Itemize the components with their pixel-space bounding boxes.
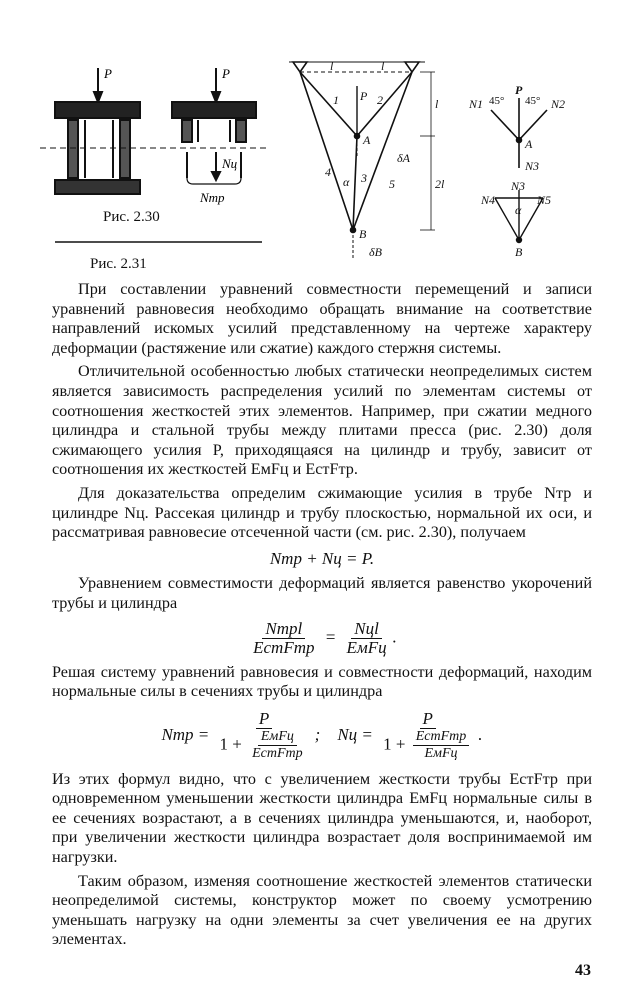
fig231-label-rod4: 4	[325, 165, 331, 179]
fig231-label-alpha: α	[343, 175, 350, 189]
fig231-label-rod1: 1	[333, 93, 339, 107]
eq3-Nc: Nц =	[337, 724, 373, 744]
fig230-label-Ntr: Nтр	[200, 190, 225, 205]
equation-compatibility: $\frac{\text{Nтрl}}{\text{EстFтр}}$ = $\frac{\text{Nцl}}{\text{EмFц}}$ .	[52, 620, 592, 657]
eq3-frac1-oneplus: 1 +	[219, 734, 242, 754]
body-text	[52, 280, 592, 950]
force-label-45-right: 45°	[525, 95, 541, 107]
fig231-label-rod2: 2	[377, 93, 383, 107]
force-label-N3-A: N3	[525, 159, 540, 173]
force-label-N1: N1	[469, 97, 484, 111]
equation-solution: Nтр = P 1 + $\frac{\text{EмFц}}{\text{EстFтр}}$ ; Nц = P 1 + $\frac{\text{EстFтр}}{\text{EмFц}}$ .	[161, 708, 483, 761]
force-label-B: B	[515, 245, 523, 259]
force-diagram-A	[491, 98, 547, 168]
paragraph-5: Решая систему уравнений равновесия и совместности деформаций, находим нормальные силы в сечениях трубы и цилиндра	[52, 662, 592, 701]
equation-equilibrium: Nтр + Nц = P.	[269, 548, 375, 568]
fig231-label-P: P	[360, 89, 368, 103]
paragraph-1: При составлении уравнений совместности перемещений и записи уравнений равновесия необходимо обращать внимание на соответствие направлений искомых усилий представленному на чертеже характеру деформации (растяжение или сжатие) каждого стержня системы.	[52, 280, 592, 357]
eq3-frac1-inner-num: EмFц	[258, 729, 297, 746]
fig231-label-deltaA: δA	[397, 151, 410, 165]
fig230-label-P-left: P	[104, 66, 112, 81]
force-label-N2: N2	[551, 97, 566, 111]
fig230-label-Nc: Nц	[222, 156, 238, 171]
force-label-alpha: α	[515, 203, 522, 217]
fig230-left-assembly	[55, 68, 140, 194]
page-number: 43	[575, 962, 591, 979]
eq3-frac2-oneplus: 1 +	[383, 734, 406, 754]
fig230-label-P-right: P	[222, 66, 230, 81]
paragraph-6: Из этих формул видно, что с увеличением жесткости трубы EстFтр при одновременном уменьшении жесткости цилиндра EмFц нормальные силы в ее сечениях возрастают, а в сечениях цилиндра уменьшаются, и, наоборот, при увеличении жесткости цилиндра возрастает доля воспринимаемой им нагрузки.	[52, 769, 592, 867]
figure-2-30	[40, 60, 270, 260]
fig-2-30-caption: Рис. 2.30	[103, 209, 160, 225]
paragraph-7: Таким образом, изменяя соотношение жесткостей элементов статически неопределимой системы, конструктор может по своему усмотрению уменьшать нагрузку на одни элементы за счет увеличения ее на других элементах.	[52, 871, 592, 949]
eq2-rhs-num: Nцl	[351, 620, 382, 639]
force-label-N3-B: N3	[511, 179, 526, 193]
force-label-P: P	[515, 83, 523, 97]
fig-2-31-caption: Рис. 2.31	[90, 256, 147, 272]
fig231-label-deltaB: δB	[369, 245, 382, 259]
fig231-label-rod5: 5	[389, 177, 395, 191]
eq3-Ntr: Nтр =	[161, 724, 210, 744]
fig231-label-l-left: l	[330, 59, 334, 73]
eq3-frac2-inner-den: EмFц	[424, 745, 458, 761]
eq3-frac2-inner-num: EстFтр	[413, 729, 470, 746]
fig231-label-B: B	[359, 227, 367, 241]
force-label-N4: N4	[481, 193, 496, 207]
figure-2-31	[285, 58, 595, 268]
eq3-frac1-inner-den: EстFтр	[252, 745, 303, 761]
eq3-frac2-num: P	[420, 710, 436, 729]
eq2-lhs-den: EстFтр	[253, 637, 315, 657]
paragraph-3: Для доказательства определим сжимающие усилия в трубе Nтр и цилиндре Nц. Рассекая цилиндр и трубу плоскостью, нормальной их оси, и рассматривая равновесие отсеченной части (см. рис. 2.30), получаем	[52, 483, 592, 542]
force-label-N5: N5	[537, 193, 552, 207]
fig231-label-2l-dim: 2l	[435, 177, 445, 191]
fig231-label-rod3: 3	[361, 171, 367, 185]
fig231-label-l-right: l	[381, 59, 385, 73]
fig231-label-l-dim: l	[435, 97, 439, 111]
fig231-label-A: A	[363, 133, 371, 147]
eq3-frac1-num: P	[256, 710, 272, 729]
paragraph-2: Отличительной особенностью любых статически неопределимых систем является зависимость распределения усилий по элементам системы от соотношения жесткостей этих элементов. Например, при сжатии медного цилиндра и стальной трубы между плитами пресса (рис. 2.30) доля сжимающего усилия P, приходящаяся на цилиндр и трубу, зависит от соотношения их жесткостей EмFц и EстFтр.	[52, 362, 592, 479]
eq2-rhs-den: EмFц	[346, 637, 387, 657]
force-label-45-left: 45°	[489, 95, 505, 107]
paragraph-4: Уравнением совместимости деформаций является равенство укорочений трубы и цилиндра	[52, 574, 592, 612]
eq2-lhs-num: Nтрl	[262, 620, 305, 639]
force-label-A: A	[525, 137, 533, 151]
